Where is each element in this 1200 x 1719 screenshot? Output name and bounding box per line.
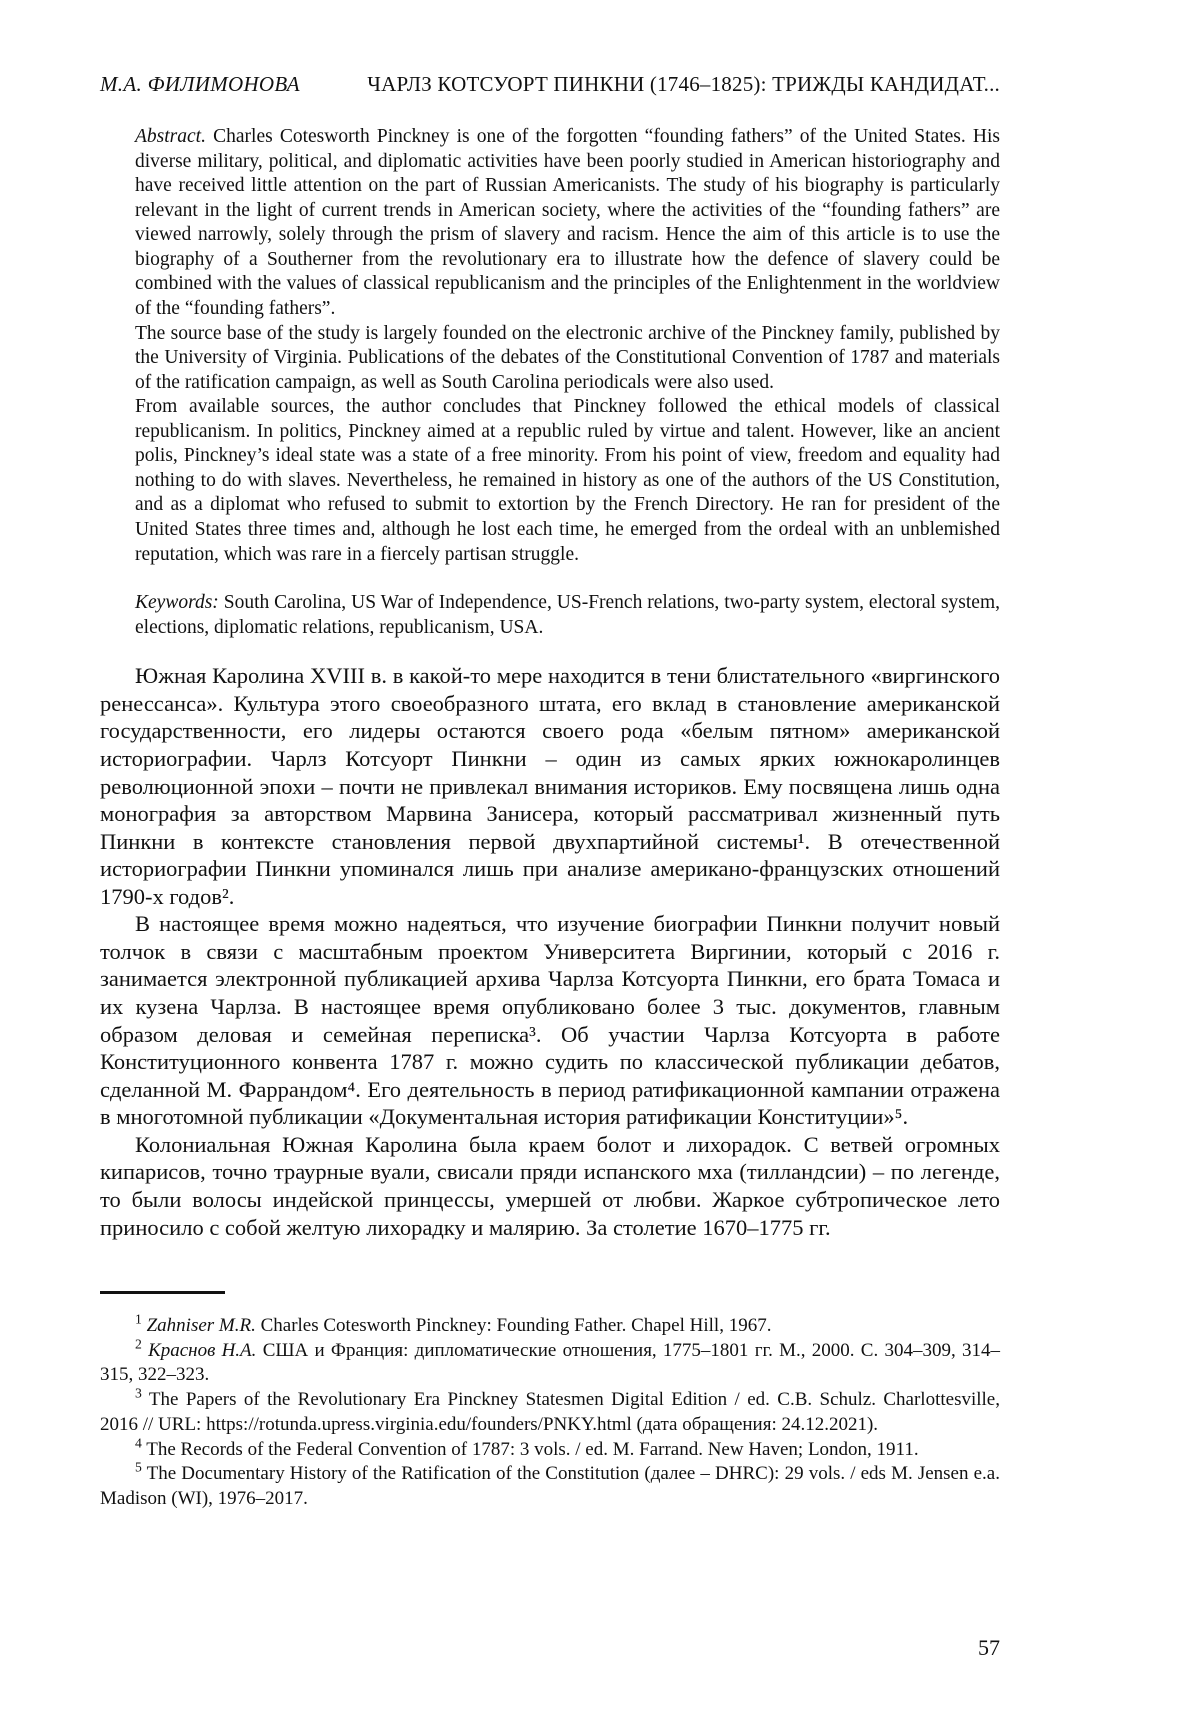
footnote-text: The Records of the Federal Convention of 1787: 3 vols. / ed. M. Farrand. New Haven; London, 1911. xyxy=(146,1438,919,1460)
keywords-label: Keywords: xyxy=(135,592,219,614)
footnote-text: The Documentary History of the Ratification of the Constitution (далее – DHRC): 29 vols. / eds M. Jensen e.a. Madison (WI), 1976–2017. xyxy=(100,1463,1000,1509)
footnote-text: Charles Cotesworth Pinckney: Founding Father. Chapel Hill, 1967. xyxy=(260,1315,772,1337)
footnote xyxy=(100,1385,1000,1437)
article-body xyxy=(100,662,1000,1241)
abstract-paragraph: The source base of the study is largely founded on the electronic archive of the Pinckney family, published by the University of Virginia. Publications of the debates of the Constitutional Convention of 1787 and materials of the ratification campaign, as well as South Carolina periodicals were also used. xyxy=(135,322,1000,393)
footnote-marker: 2 xyxy=(135,1336,142,1352)
footnote xyxy=(100,1311,1000,1339)
footnote-author: Краснов Н.А. xyxy=(148,1339,257,1361)
footnote xyxy=(100,1435,1000,1463)
keywords-section xyxy=(135,591,1000,640)
body-paragraph: Южная Каролина XVIII в. в какой-то мере находится в тени блистательного «виргинского ренессанса». Культура этого своеобразного штата, его вклад в становление американской государственности, его лидеры остаются своего рода «белым пятном» американской историографии. Чарлз Котсуорт Пинкни – один из самых ярких южнокаролинцев революционной эпохи – почти не привлекал внимания историков. Ему посвящена лишь одна монография за авторством Марвина Занисера, который рассматривал жизненный путь Пинкни в контексте становления первой двухпартийной системы¹. В отечественной историографии Пинкни упоминался лишь при анализе американо-французских отношений 1790-х годов². xyxy=(100,663,1000,909)
running-head-title: ЧАРЛЗ КОТСУОРТ ПИНКНИ (1746–1825): ТРИЖДЫ КАНДИДАТ... xyxy=(367,72,1000,96)
footnote-separator xyxy=(100,1291,225,1294)
abstract-text: Charles Cotesworth Pinckney is one of the forgotten “founding fathers” of the United States. His diverse military, political, and diplomatic activities have been poorly studied in American historiography and have received little attention on the part of Russian Americanists. The study of his biography is particularly relevant in the light of current trends in American society, where the activities of the “founding fathers” are viewed narrowly, solely through the prism of slavery and racism. Hence the aim of this article is to use the biography of a Southerner from the revolutionary era to illustrate how the defence of slavery could be combined with the values of classical republicanism and the principles of the Enlightenment in the worldview of the “founding fathers”. xyxy=(135,126,1000,319)
footnote-marker: 4 xyxy=(135,1435,142,1451)
footnote-text: The Papers of the Revolutionary Era Pinckney Statesmen Digital Edition / ed. C.B. Schulz. Charlottesville, 2016 // URL: https://rotunda.upress.virginia.edu/founders/PNKY.html (дата обращения: 24.12.2021). xyxy=(100,1389,1000,1435)
page-number: 57 xyxy=(978,1635,1000,1660)
abstract-section xyxy=(135,125,1000,567)
abstract-paragraph: From available sources, the author concludes that Pinckney followed the ethical models of classical republicanism. In politics, Pinckney aimed at a republic ruled by virtue and talent. However, like an ancient polis, Pinckney’s ideal state was a state of a free minority. From his point of view, freedom and equality had nothing to do with slaves. Nevertheless, he remained in history as one of the authors of the US Constitution, and as a diplomat who refused to submit to extortion by the French Directory. He ran for president of the United States three times and, although he lost each time, he emerged from the ordeal with an unblemished reputation, which was rare in a fiercely partisan struggle. xyxy=(135,396,1000,565)
running-head-author: М.А. ФИЛИМОНОВА xyxy=(100,72,300,96)
body-paragraph: В настоящее время можно надеяться, что изучение биографии Пинкни получит новый толчок в связи с масштабным проектом Университета Виргинии, который с 2016 г. занимается электронной публикацией архива Чарлза Котсуорта Пинкни, его брата Томаса и их кузена Чарлза. В настоящее время опубликовано более 3 тыс. документов, главным образом деловая и семейная переписка³. Об участии Чарлза Котсуорта в работе Конституционного конвента 1787 г. можно судить по классической публикации дебатов, сделанной М. Фаррандом⁴. Его деятельность в период ратификационной кампании отражена в многотомной публикации «Документальная история ратификации Конституции»⁵. xyxy=(100,911,1000,1130)
keywords-text: South Carolina, US War of Independence, US-French relations, two-party system, electoral system, elections, diplomatic relations, republicanism, USA. xyxy=(135,592,1001,638)
footnote-marker: 5 xyxy=(135,1459,142,1475)
footnote-author: Zahniser M.R. xyxy=(146,1315,256,1337)
abstract-paragraph xyxy=(135,125,1000,322)
abstract-label: Abstract. xyxy=(135,126,206,147)
footnote-marker: 3 xyxy=(135,1385,142,1401)
keywords-paragraph xyxy=(135,591,1000,640)
body-paragraph: Колониальная Южная Каролина была краем болот и лихорадок. С ветвей огромных кипарисов, точно траурные вуали, свисали пряди испанского мха (тилландсии) – по легенде, то были волосы индейской принцессы, умершей от любви. Жаркое субтропическое лето приносило с собой желтую лихорадку и малярию. За столетие 1670–1775 гг. xyxy=(100,1131,1000,1240)
footnote xyxy=(100,1459,1000,1511)
footnote-text: США и Франция: дипломатические отношения, 1775–1801 гг. М., 2000. С. 304–309, 314–315, 322–323. xyxy=(100,1339,1000,1386)
footnote-marker: 1 xyxy=(135,1311,142,1327)
footnote xyxy=(100,1336,1000,1388)
page-header xyxy=(100,72,1000,97)
footnotes-section xyxy=(100,1311,1000,1512)
